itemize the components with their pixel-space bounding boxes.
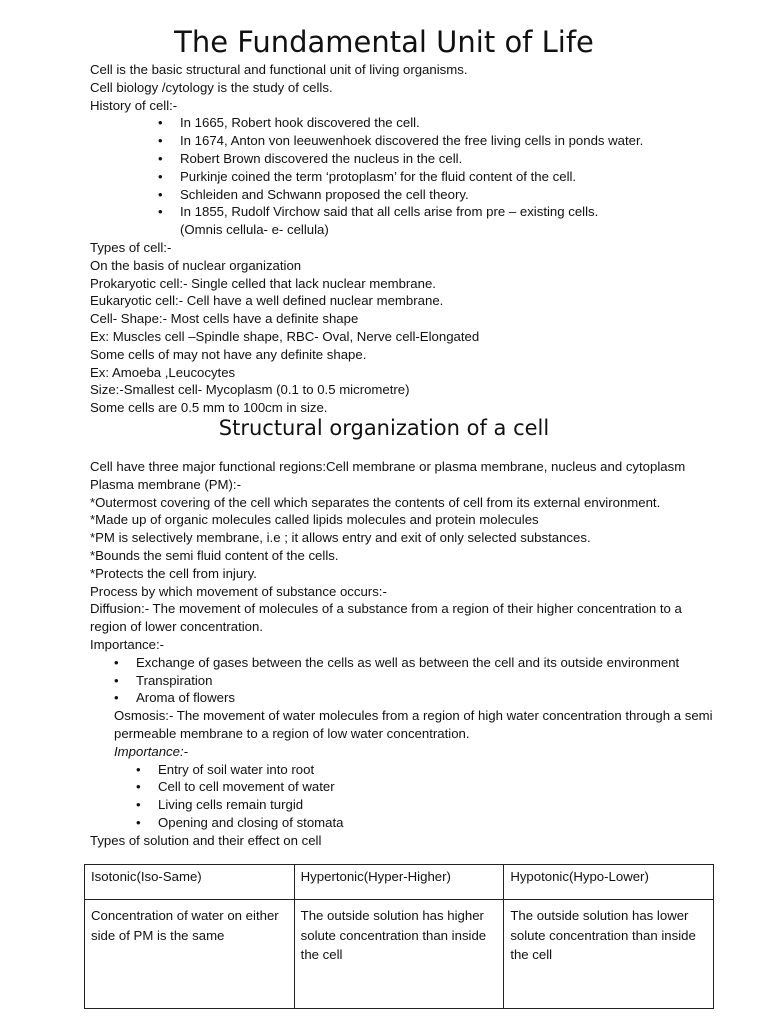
osmosis-paragraph: Osmosis:- The movement of water molecules from a region of high water concentration through a semi permeable membrane to a region of low water concentration. xyxy=(114,708,713,741)
solutions-heading: Types of solution and their effect on cell xyxy=(90,832,322,848)
cell-shape-example: Ex: Amoeba ,Leucocytes xyxy=(90,364,236,380)
table-header-cell: Hypotonic(Hypo-Lower) xyxy=(504,865,714,900)
types-basis: On the basis of nuclear organization xyxy=(90,257,302,273)
importance-heading: Importance:- xyxy=(90,636,165,652)
history-item: • In 1665, Robert hook discovered the cell. xyxy=(90,114,720,132)
importance-item: • Aroma of flowers xyxy=(90,689,720,707)
pm-point: *Made up of organic molecules called lipids molecules and protein molecules xyxy=(90,512,539,528)
plasma-membrane-heading: Plasma membrane (PM):- xyxy=(90,476,241,492)
table-header-row xyxy=(85,865,714,900)
cell-shape-note: Some cells of may not have any definite shape. xyxy=(90,346,367,362)
pm-point: *Outermost covering of the cell which separates the contents of cell from its external environment. xyxy=(90,494,661,510)
table-cell: Concentration of water on either side of PM is the same xyxy=(85,900,295,1009)
section-subtitle: Structural organization of a cell xyxy=(218,416,550,440)
pm-point: *PM is selectively membrane, i.e ; it allows entry and exit of only selected substances. xyxy=(90,530,591,546)
intro-section xyxy=(90,61,720,417)
importance-item: • Living cells remain turgid xyxy=(90,796,720,814)
pm-point: *Bounds the semi fluid content of the cells. xyxy=(90,547,339,563)
history-item: • In 1855, Rudolf Virchow said that all cells arise from pre – existing cells. xyxy=(90,203,720,221)
table-cell: The outside solution has lower solute concentration than inside the cell xyxy=(504,900,714,1009)
page-title: The Fundamental Unit of Life xyxy=(174,25,594,59)
importance-heading: Importance:- xyxy=(114,743,189,759)
eukaryotic-line: Eukaryotic cell:- Cell have a well defined nuclear membrane. xyxy=(90,293,444,309)
osmosis-importance-list xyxy=(90,761,720,832)
importance-item: • Cell to cell movement of water xyxy=(90,778,720,796)
history-item: • Schleiden and Schwann proposed the cell theory. xyxy=(90,186,720,204)
cell-shape-example: Ex: Muscles cell –Spindle shape, RBC- Oval, Nerve cell-Elongated xyxy=(90,328,480,344)
solutions-table xyxy=(84,864,714,1009)
table-cell: The outside solution has higher solute concentration than inside the cell xyxy=(294,900,504,1009)
intro-line: Cell biology /cytology is the study of cells. xyxy=(90,79,333,95)
importance-item: • Opening and closing of stomata xyxy=(90,814,720,832)
history-list xyxy=(90,114,720,221)
importance-item: • Exchange of gases between the cells as well as between the cell and its outside environment xyxy=(90,654,720,672)
diffusion-paragraph: Diffusion:- The movement of molecules of a substance from a region of their higher concentration to a region of lower concentration. xyxy=(90,601,682,635)
history-item: • In 1674, Anton von leeuwenhoek discovered the free living cells in ponds water. xyxy=(90,132,720,150)
intro-line: Cell is the basic structural and functional unit of living organisms. xyxy=(90,62,468,77)
table-row xyxy=(85,900,714,1009)
cell-shape-line: Cell- Shape:- Most cells have a definite shape xyxy=(90,311,359,327)
history-item: • Purkinje coined the term ‘protoplasm’ for the fluid content of the cell. xyxy=(90,168,720,186)
types-heading: Types of cell:- xyxy=(90,239,172,255)
size-line: Size:-Smallest cell- Mycoplasm (0.1 to 0.5 micrometre) xyxy=(90,382,410,398)
importance-item: • Transpiration xyxy=(90,672,720,690)
regions-paragraph: Cell have three major functional regions:Cell membrane or plasma membrane, nucleus and cytoplasm xyxy=(90,459,686,474)
history-item: • Robert Brown discovered the nucleus in the cell. xyxy=(90,150,720,168)
diffusion-importance-list xyxy=(90,654,720,707)
table-header-cell: Isotonic(Iso-Same) xyxy=(85,865,295,900)
process-heading: Process by which movement of substance occurs:- xyxy=(90,583,387,599)
prokaryotic-line: Prokaryotic cell:- Single celled that lack nuclear membrane. xyxy=(90,275,436,291)
size-note: Some cells are 0.5 mm to 100cm in size. xyxy=(90,400,328,416)
table-header-cell: Hypertonic(Hyper-Higher) xyxy=(294,865,504,900)
pm-point: *Protects the cell from injury. xyxy=(90,565,257,581)
importance-item: • Entry of soil water into root xyxy=(90,761,720,779)
structural-section xyxy=(90,458,720,850)
history-continuation: (Omnis cellula- e- cellula) xyxy=(180,222,329,238)
history-heading: History of cell:- xyxy=(90,97,178,113)
